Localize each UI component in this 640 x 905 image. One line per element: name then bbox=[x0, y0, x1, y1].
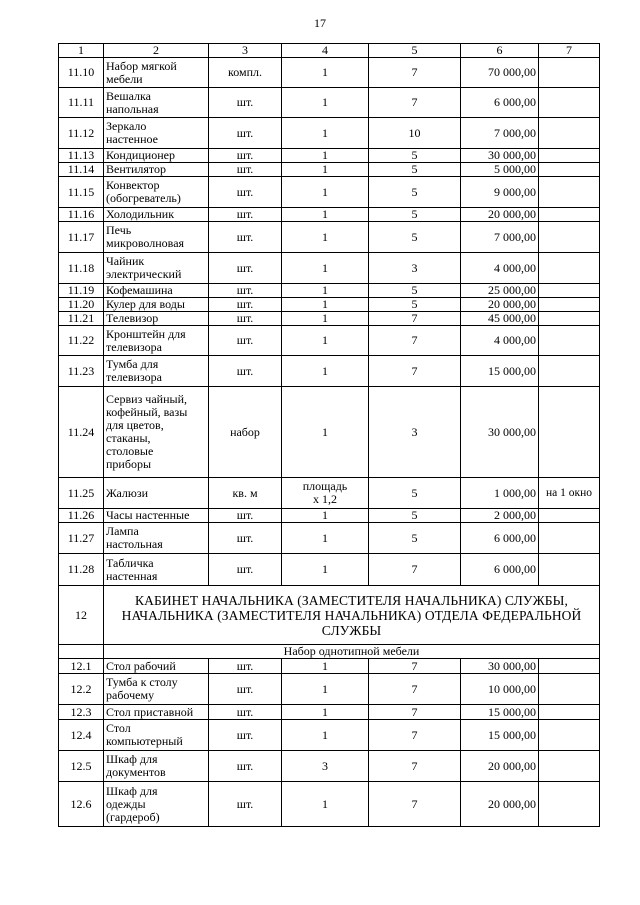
unit-of-measure: шт. bbox=[209, 782, 282, 827]
quantity: площадь х 1,2 bbox=[282, 478, 369, 509]
item-name: Вентилятор bbox=[104, 163, 209, 177]
price-rub: 20 000,00 bbox=[461, 208, 539, 222]
price-rub: 5 000,00 bbox=[461, 163, 539, 177]
service-life-years: 3 bbox=[369, 253, 461, 284]
note bbox=[539, 523, 600, 554]
note: на 1 окно bbox=[539, 478, 600, 509]
unit-of-measure: шт. bbox=[209, 284, 282, 298]
note bbox=[539, 356, 600, 387]
price-rub: 25 000,00 bbox=[461, 284, 539, 298]
row-number: 11.24 bbox=[59, 387, 104, 478]
item-name: Кофемашина bbox=[104, 284, 209, 298]
service-life-years: 5 bbox=[369, 177, 461, 208]
row-number: 11.20 bbox=[59, 298, 104, 312]
service-life-years: 7 bbox=[369, 705, 461, 720]
unit-of-measure: шт. bbox=[209, 705, 282, 720]
quantity: 1 bbox=[282, 674, 369, 705]
unit-of-measure: компл. bbox=[209, 58, 282, 88]
subsection-row bbox=[59, 645, 600, 659]
quantity: 1 bbox=[282, 523, 369, 554]
quantity: 1 bbox=[282, 554, 369, 586]
note bbox=[539, 554, 600, 586]
item-name: Вешалка напольная bbox=[104, 88, 209, 118]
item-name: Стол приставной bbox=[104, 705, 209, 720]
note bbox=[539, 326, 600, 356]
unit-of-measure: шт. bbox=[209, 312, 282, 326]
unit-of-measure: набор bbox=[209, 387, 282, 478]
note bbox=[539, 298, 600, 312]
unit-of-measure: шт. bbox=[209, 356, 282, 387]
service-life-years: 7 bbox=[369, 58, 461, 88]
service-life-years: 5 bbox=[369, 163, 461, 177]
subsection-heading: Набор однотипной мебели bbox=[104, 645, 600, 659]
table-row bbox=[59, 326, 600, 356]
note bbox=[539, 659, 600, 674]
column-number-row bbox=[59, 44, 600, 58]
quantity: 1 bbox=[282, 208, 369, 222]
row-number: 12.3 bbox=[59, 705, 104, 720]
table-row bbox=[59, 177, 600, 208]
quantity: 1 bbox=[282, 312, 369, 326]
price-rub: 7 000,00 bbox=[461, 222, 539, 253]
price-rub: 20 000,00 bbox=[461, 298, 539, 312]
note bbox=[539, 253, 600, 284]
item-name: Жалюзи bbox=[104, 478, 209, 509]
service-life-years: 5 bbox=[369, 478, 461, 509]
row-number: 11.19 bbox=[59, 284, 104, 298]
item-name: Кронштейн для телевизора bbox=[104, 326, 209, 356]
price-rub: 45 000,00 bbox=[461, 312, 539, 326]
unit-of-measure: шт. bbox=[209, 149, 282, 163]
quantity: 1 bbox=[282, 326, 369, 356]
row-number: 12.2 bbox=[59, 674, 104, 705]
price-rub: 20 000,00 bbox=[461, 782, 539, 827]
table-row bbox=[59, 298, 600, 312]
unit-of-measure: шт. bbox=[209, 88, 282, 118]
item-name: Часы настенные bbox=[104, 509, 209, 523]
quantity: 1 bbox=[282, 782, 369, 827]
note bbox=[539, 88, 600, 118]
unit-of-measure: шт. bbox=[209, 118, 282, 149]
note bbox=[539, 118, 600, 149]
price-rub: 6 000,00 bbox=[461, 88, 539, 118]
row-number: 12.5 bbox=[59, 751, 104, 782]
table-row bbox=[59, 387, 600, 478]
price-rub: 2 000,00 bbox=[461, 509, 539, 523]
item-name: Тумба для телевизора bbox=[104, 356, 209, 387]
unit-of-measure: шт. bbox=[209, 659, 282, 674]
service-life-years: 5 bbox=[369, 149, 461, 163]
item-name: Набор мягкой мебели bbox=[104, 58, 209, 88]
table-row bbox=[59, 659, 600, 674]
quantity: 1 bbox=[282, 118, 369, 149]
note bbox=[539, 751, 600, 782]
row-number: 11.26 bbox=[59, 509, 104, 523]
column-number: 7 bbox=[539, 44, 600, 58]
column-number: 4 bbox=[282, 44, 369, 58]
service-life-years: 5 bbox=[369, 222, 461, 253]
item-name: Стол компьютерный bbox=[104, 720, 209, 751]
quantity: 1 bbox=[282, 58, 369, 88]
row-number: 11.22 bbox=[59, 326, 104, 356]
item-name: Печь микроволновая bbox=[104, 222, 209, 253]
note bbox=[539, 163, 600, 177]
row-number: 11.13 bbox=[59, 149, 104, 163]
service-life-years: 5 bbox=[369, 298, 461, 312]
row-number: 11.18 bbox=[59, 253, 104, 284]
unit-of-measure: шт. bbox=[209, 253, 282, 284]
note bbox=[539, 208, 600, 222]
row-number: 11.14 bbox=[59, 163, 104, 177]
row-number: 12.6 bbox=[59, 782, 104, 827]
service-life-years: 5 bbox=[369, 284, 461, 298]
item-name: Холодильник bbox=[104, 208, 209, 222]
service-life-years: 5 bbox=[369, 509, 461, 523]
price-rub: 15 000,00 bbox=[461, 720, 539, 751]
service-life-years: 7 bbox=[369, 659, 461, 674]
item-name: Тумба к столу рабочему bbox=[104, 674, 209, 705]
table-row bbox=[59, 58, 600, 88]
note bbox=[539, 222, 600, 253]
service-life-years: 10 bbox=[369, 118, 461, 149]
unit-of-measure: шт. bbox=[209, 720, 282, 751]
item-name: Табличка настенная bbox=[104, 554, 209, 586]
item-name: Шкаф для одежды (гардероб) bbox=[104, 782, 209, 827]
table-row bbox=[59, 509, 600, 523]
table-row bbox=[59, 284, 600, 298]
section-title-row bbox=[59, 586, 600, 645]
note bbox=[539, 149, 600, 163]
note bbox=[539, 284, 600, 298]
table-row bbox=[59, 782, 600, 827]
item-name: Стол рабочий bbox=[104, 659, 209, 674]
unit-of-measure: шт. bbox=[209, 208, 282, 222]
quantity: 1 bbox=[282, 356, 369, 387]
quantity: 1 bbox=[282, 509, 369, 523]
table-body-section-12 bbox=[59, 659, 600, 827]
note bbox=[539, 674, 600, 705]
price-rub: 30 000,00 bbox=[461, 149, 539, 163]
column-number: 1 bbox=[59, 44, 104, 58]
section-number: 12 bbox=[59, 586, 104, 645]
service-life-years: 7 bbox=[369, 720, 461, 751]
table-row bbox=[59, 222, 600, 253]
price-rub: 9 000,00 bbox=[461, 177, 539, 208]
unit-of-measure: шт. bbox=[209, 326, 282, 356]
price-rub: 6 000,00 bbox=[461, 554, 539, 586]
row-number: 11.15 bbox=[59, 177, 104, 208]
item-name: Кулер для воды bbox=[104, 298, 209, 312]
price-rub: 15 000,00 bbox=[461, 705, 539, 720]
price-rub: 30 000,00 bbox=[461, 659, 539, 674]
item-name: Кондиционер bbox=[104, 149, 209, 163]
row-number: 11.28 bbox=[59, 554, 104, 586]
section-title: КАБИНЕТ НАЧАЛЬНИКА (ЗАМЕСТИТЕЛЯ НАЧАЛЬНИКА) СЛУЖБЫ, НАЧАЛЬНИКА (ЗАМЕСТИТЕЛЯ НАЧАЛЬНИКА) ОТДЕЛА ФЕДЕРАЛЬНОЙ СЛУЖБЫ bbox=[104, 586, 600, 645]
price-rub: 6 000,00 bbox=[461, 523, 539, 554]
quantity: 1 bbox=[282, 720, 369, 751]
item-name: Шкаф для документов bbox=[104, 751, 209, 782]
item-name: Сервиз чайный, кофейный, вазы для цветов, стаканы, столовые приборы bbox=[104, 387, 209, 478]
quantity: 1 bbox=[282, 253, 369, 284]
unit-of-measure: шт. bbox=[209, 523, 282, 554]
note bbox=[539, 782, 600, 827]
price-rub: 15 000,00 bbox=[461, 356, 539, 387]
quantity: 1 bbox=[282, 163, 369, 177]
price-rub: 20 000,00 bbox=[461, 751, 539, 782]
row-number: 11.10 bbox=[59, 58, 104, 88]
table-row bbox=[59, 478, 600, 509]
quantity: 1 bbox=[282, 284, 369, 298]
table-row bbox=[59, 705, 600, 720]
row-number: 12.4 bbox=[59, 720, 104, 751]
unit-of-measure: шт. bbox=[209, 674, 282, 705]
column-number: 6 bbox=[461, 44, 539, 58]
unit-of-measure: шт. bbox=[209, 554, 282, 586]
furniture-norms-table bbox=[58, 43, 600, 827]
row-number: 12.1 bbox=[59, 659, 104, 674]
row-number: 11.12 bbox=[59, 118, 104, 149]
price-rub: 10 000,00 bbox=[461, 674, 539, 705]
note bbox=[539, 705, 600, 720]
row-number: 11.23 bbox=[59, 356, 104, 387]
unit-of-measure: шт. bbox=[209, 163, 282, 177]
item-name: Чайник электрический bbox=[104, 253, 209, 284]
table-row bbox=[59, 163, 600, 177]
price-rub: 4 000,00 bbox=[461, 326, 539, 356]
row-number: 11.27 bbox=[59, 523, 104, 554]
note bbox=[539, 720, 600, 751]
section-12-header bbox=[59, 586, 600, 659]
row-number: 11.17 bbox=[59, 222, 104, 253]
table-row bbox=[59, 356, 600, 387]
column-number: 2 bbox=[104, 44, 209, 58]
table-row bbox=[59, 720, 600, 751]
table-row bbox=[59, 312, 600, 326]
item-name: Лампа настольная bbox=[104, 523, 209, 554]
quantity: 1 bbox=[282, 149, 369, 163]
service-life-years: 7 bbox=[369, 674, 461, 705]
quantity: 1 bbox=[282, 177, 369, 208]
note bbox=[539, 387, 600, 478]
table-row bbox=[59, 674, 600, 705]
price-rub: 7 000,00 bbox=[461, 118, 539, 149]
quantity: 1 bbox=[282, 387, 369, 478]
item-name: Зеркало настенное bbox=[104, 118, 209, 149]
row-number: 11.11 bbox=[59, 88, 104, 118]
unit-of-measure: кв. м bbox=[209, 478, 282, 509]
table-row bbox=[59, 253, 600, 284]
price-rub: 30 000,00 bbox=[461, 387, 539, 478]
column-number: 5 bbox=[369, 44, 461, 58]
quantity: 1 bbox=[282, 705, 369, 720]
service-life-years: 7 bbox=[369, 326, 461, 356]
table-row bbox=[59, 751, 600, 782]
unit-of-measure: шт. bbox=[209, 222, 282, 253]
note bbox=[539, 58, 600, 88]
table-body-section-11 bbox=[59, 44, 600, 586]
quantity: 1 bbox=[282, 298, 369, 312]
service-life-years: 7 bbox=[369, 356, 461, 387]
service-life-years: 7 bbox=[369, 88, 461, 118]
row-number: 11.16 bbox=[59, 208, 104, 222]
table-row bbox=[59, 88, 600, 118]
table-row bbox=[59, 118, 600, 149]
unit-of-measure: шт. bbox=[209, 509, 282, 523]
item-name: Телевизор bbox=[104, 312, 209, 326]
empty-cell bbox=[59, 645, 104, 659]
table-row bbox=[59, 554, 600, 586]
quantity: 1 bbox=[282, 88, 369, 118]
page-number: 17 bbox=[314, 16, 326, 30]
row-number: 11.21 bbox=[59, 312, 104, 326]
note bbox=[539, 177, 600, 208]
note bbox=[539, 509, 600, 523]
unit-of-measure: шт. bbox=[209, 177, 282, 208]
item-name: Конвектор (обогреватель) bbox=[104, 177, 209, 208]
service-life-years: 5 bbox=[369, 208, 461, 222]
note bbox=[539, 312, 600, 326]
service-life-years: 3 bbox=[369, 387, 461, 478]
service-life-years: 7 bbox=[369, 554, 461, 586]
unit-of-measure: шт. bbox=[209, 751, 282, 782]
service-life-years: 5 bbox=[369, 523, 461, 554]
row-number: 11.25 bbox=[59, 478, 104, 509]
quantity: 1 bbox=[282, 659, 369, 674]
quantity: 1 bbox=[282, 222, 369, 253]
unit-of-measure: шт. bbox=[209, 298, 282, 312]
service-life-years: 7 bbox=[369, 312, 461, 326]
service-life-years: 7 bbox=[369, 751, 461, 782]
table-row bbox=[59, 523, 600, 554]
price-rub: 1 000,00 bbox=[461, 478, 539, 509]
service-life-years: 7 bbox=[369, 782, 461, 827]
quantity: 3 bbox=[282, 751, 369, 782]
column-number: 3 bbox=[209, 44, 282, 58]
price-rub: 4 000,00 bbox=[461, 253, 539, 284]
table-row bbox=[59, 208, 600, 222]
table-row bbox=[59, 149, 600, 163]
price-rub: 70 000,00 bbox=[461, 58, 539, 88]
